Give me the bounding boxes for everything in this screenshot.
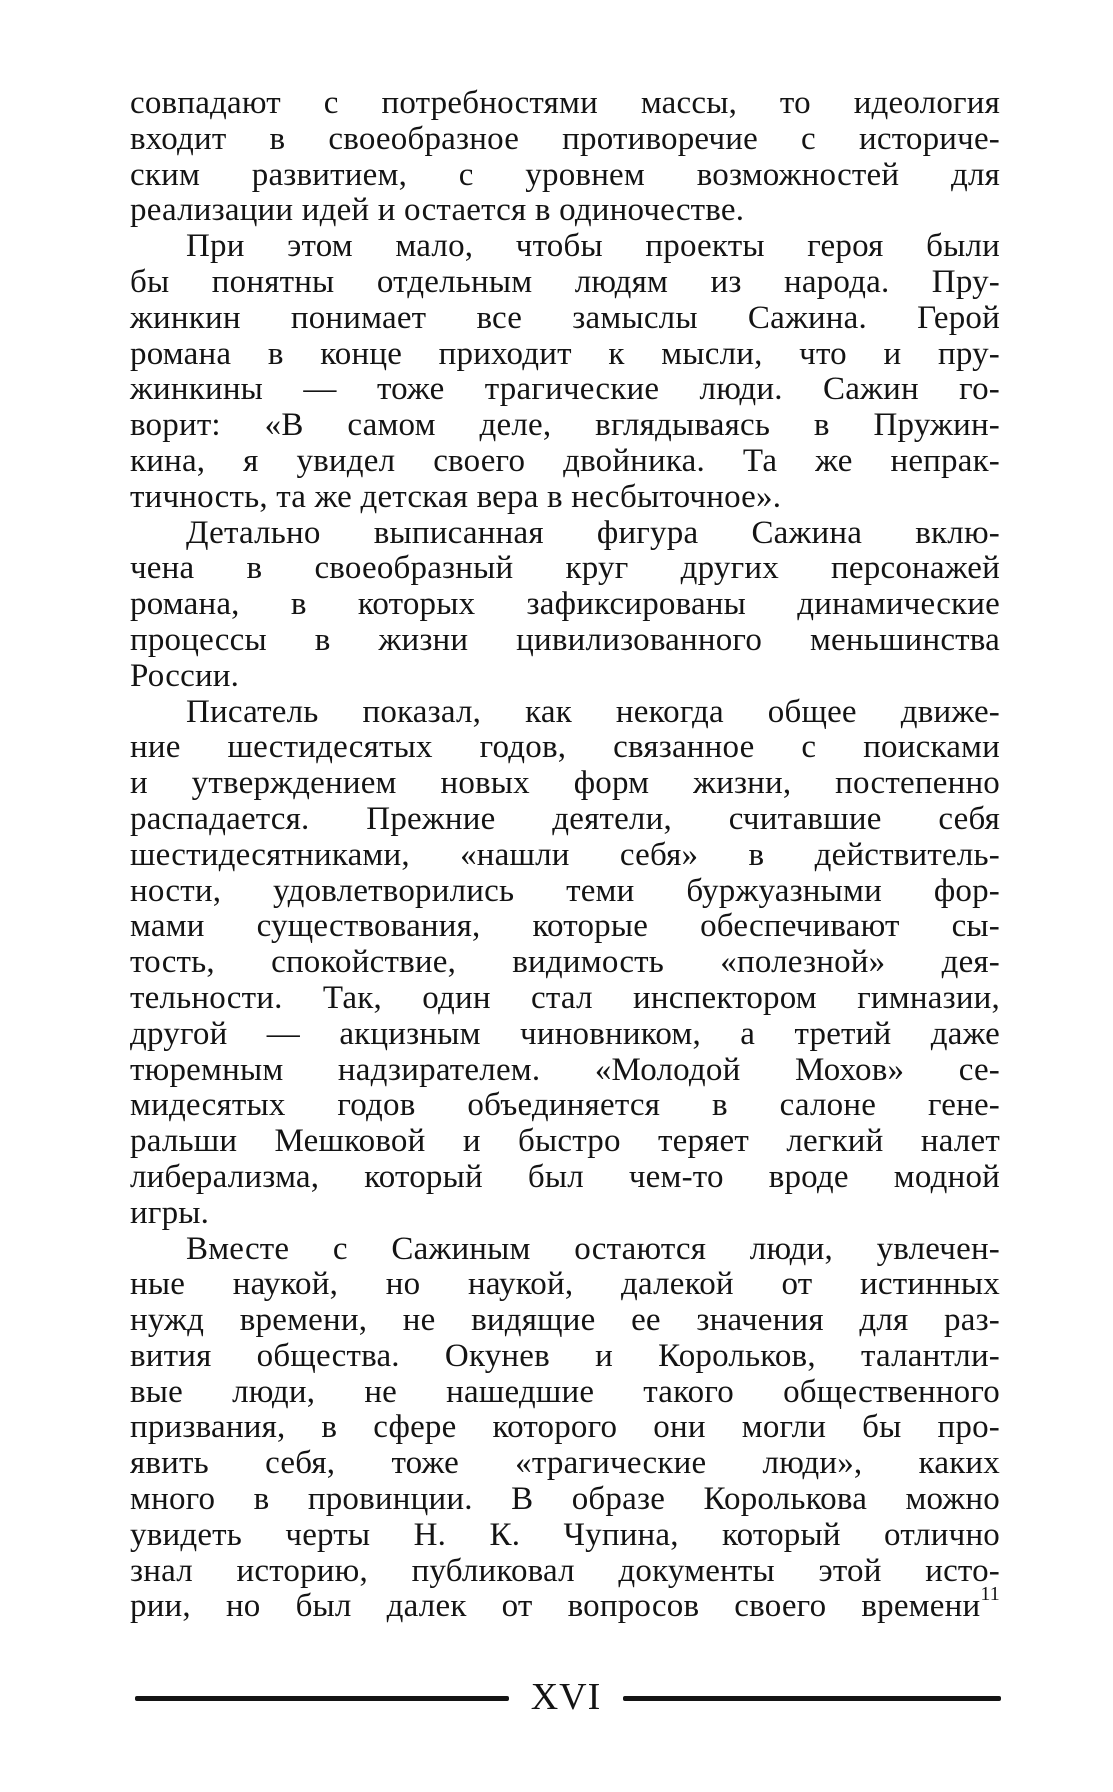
text-line: нужд времени, не видящие ее значения для раз- [130, 1302, 1000, 1339]
text-line: Вместе с Сажиным остаются люди, увлечен- [186, 1230, 1000, 1267]
text-line: либерализма, который был чем-то вроде модной [130, 1158, 1000, 1195]
text-line: совпадают с потребностями массы, то идеология [130, 85, 1000, 121]
page-number: XVI [530, 1676, 602, 1718]
text-line: ные наукой, но наукой, далекой от истинных [130, 1266, 1000, 1303]
text-line: России. [130, 657, 240, 694]
text-line: вития общества. Окунев и Корольков, талантли- [130, 1337, 1000, 1374]
text-line: тюремным надзирателем. «Молодой Мохов» се- [130, 1051, 1000, 1088]
text-line: тичность, та же детская вера в несбыточное». [130, 478, 782, 515]
text-line: бы понятны отдельным людям из народа. Пру- [130, 263, 1000, 300]
text-line: жинкины — тоже трагические люди. Сажин го- [130, 371, 1000, 408]
text-line: мами существования, которые обеспечивают сы- [130, 908, 1000, 945]
text-line: тельности. Так, один стал инспектором гимназии, [130, 979, 1000, 1016]
text-line: реализации идей и остается в одиночестве. [130, 192, 745, 229]
text-line: явить себя, тоже «трагические люди», каких [130, 1445, 1000, 1482]
page-body [130, 86, 1000, 1625]
text-line: тость, спокойствие, видимость «полезной» дея- [130, 944, 1000, 981]
text-line: Писатель показал, как некогда общее движе- [186, 693, 1000, 730]
text-line: много в провинции. В образе Королькова можно [130, 1481, 1000, 1518]
text-line: ности, удовлетворились теми буржуазными фор- [130, 872, 1000, 909]
text-line: призвания, в сфере которого они могли бы про- [130, 1409, 1000, 1446]
text-line: жинкин понимает все замыслы Сажина. Герой [130, 299, 1000, 336]
text-line-last [130, 1583, 1000, 1625]
text-line: романа, в которых зафиксированы динамические [130, 586, 1000, 623]
text-line: входит в своеобразное противоречие с историче- [130, 120, 1000, 157]
text-line: знал историю, публиковал документы этой исто- [130, 1552, 1000, 1589]
page-footer [135, 1672, 1001, 1722]
text-line: другой — акцизным чиновником, а третий даже [130, 1015, 1000, 1052]
text-line: игры. [130, 1194, 210, 1231]
text-line: шестидесятниками, «нашли себя» в действитель- [130, 836, 1000, 873]
text-line: ским развитием, с уровнем возможностей для [130, 156, 1000, 193]
text-line: вые люди, не нашедшие такого общественного [130, 1373, 1000, 1410]
text-line: мидесятых годов объединяется в салоне гене- [130, 1087, 1000, 1124]
text-line: Детально выписанная фигура Сажина вклю- [186, 514, 1000, 551]
footnote-marker: 11 [980, 1583, 1000, 1606]
text-line: романа в конце приходит к мысли, что и пру- [130, 335, 1000, 372]
text-line: увидеть черты Н. К. Чупина, который отлично [130, 1516, 1000, 1553]
text-line: кина, я увидел своего двойника. Та же непрак- [130, 442, 1000, 479]
text-line: распадается. Прежние деятели, считавшие себя [130, 800, 1000, 837]
footer-rule-right [623, 1696, 1001, 1701]
footer-rule-left [135, 1696, 509, 1701]
text-line: чена в своеобразный круг других персонажей [130, 550, 1000, 587]
text-line: ние шестидесятых годов, связанное с поисками [130, 729, 1000, 766]
text-line: процессы в жизни цивилизованного меньшинства [130, 621, 1000, 658]
last-line-text: рии, но был далек от вопросов своего времени [130, 1588, 981, 1625]
text-line: ральши Мешковой и быстро теряет легкий налет [130, 1123, 1000, 1160]
text-line: При этом мало, чтобы проекты героя были [186, 228, 1000, 265]
text-line: и утверждением новых форм жизни, постепенно [130, 765, 1000, 802]
text-line: ворит: «В самом деле, вглядываясь в Пружин- [130, 407, 1000, 444]
